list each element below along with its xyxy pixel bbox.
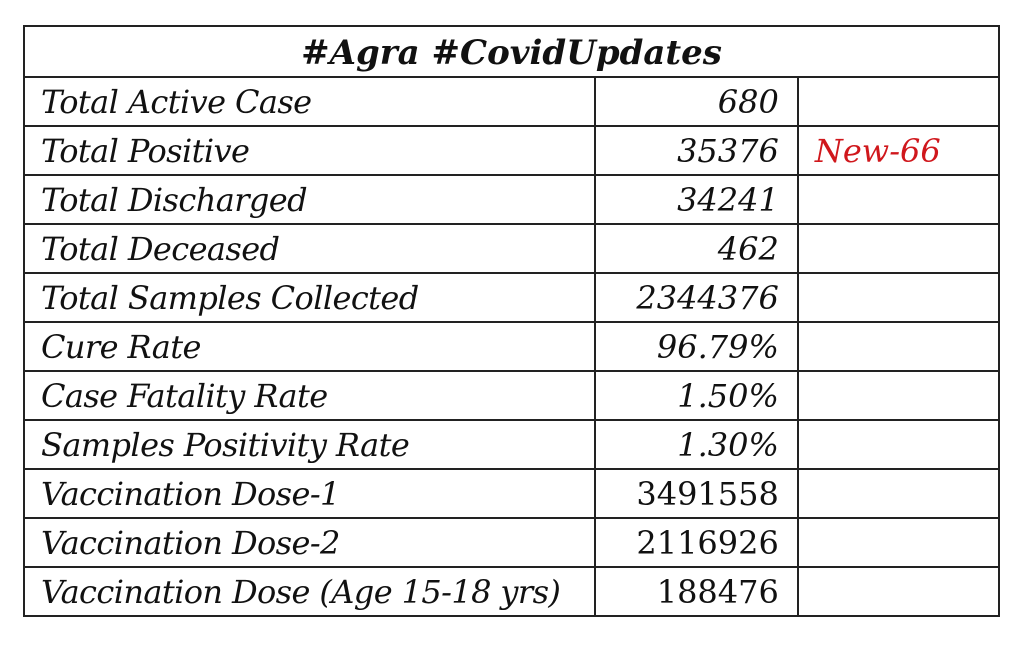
row-note [798, 518, 999, 567]
row-value: 3491558 [595, 469, 797, 518]
table-row [24, 273, 999, 322]
row-value: 680 [595, 77, 797, 126]
row-note [798, 77, 999, 126]
table-row [24, 77, 999, 126]
table-row [24, 567, 999, 616]
row-value: 35376 [595, 126, 797, 175]
new-cases-note: New-66 [798, 126, 999, 175]
table-row [24, 175, 999, 224]
row-label: Case Fatality Rate [24, 371, 595, 420]
row-label: Vaccination Dose-2 [24, 518, 595, 567]
row-value: 2116926 [595, 518, 797, 567]
row-note [798, 322, 999, 371]
row-value: 462 [595, 224, 797, 273]
row-label: Cure Rate [24, 322, 595, 371]
row-value: 1.30% [595, 420, 797, 469]
table-row [24, 224, 999, 273]
row-label: Vaccination Dose-1 [24, 469, 595, 518]
row-value: 34241 [595, 175, 797, 224]
row-label: Total Active Case [24, 77, 595, 126]
table-row [24, 322, 999, 371]
table-row [24, 371, 999, 420]
row-label: Total Deceased [24, 224, 595, 273]
row-note [798, 224, 999, 273]
row-label: Samples Positivity Rate [24, 420, 595, 469]
row-note [798, 420, 999, 469]
row-note [798, 469, 999, 518]
row-label: Total Samples Collected [24, 273, 595, 322]
row-note [798, 567, 999, 616]
row-note [798, 273, 999, 322]
covid-update-table [23, 25, 1000, 617]
table-title: #Agra #CovidUpdates [24, 26, 999, 77]
row-note [798, 175, 999, 224]
table-header-row [24, 26, 999, 77]
table-row [24, 518, 999, 567]
row-label: Total Positive [24, 126, 595, 175]
row-label: Vaccination Dose (Age 15-18 yrs) [24, 567, 595, 616]
table-row [24, 126, 999, 175]
row-value: 1.50% [595, 371, 797, 420]
row-value: 96.79% [595, 322, 797, 371]
row-label: Total Discharged [24, 175, 595, 224]
row-value: 188476 [595, 567, 797, 616]
table-row [24, 420, 999, 469]
row-value: 2344376 [595, 273, 797, 322]
row-note [798, 371, 999, 420]
table-row [24, 469, 999, 518]
